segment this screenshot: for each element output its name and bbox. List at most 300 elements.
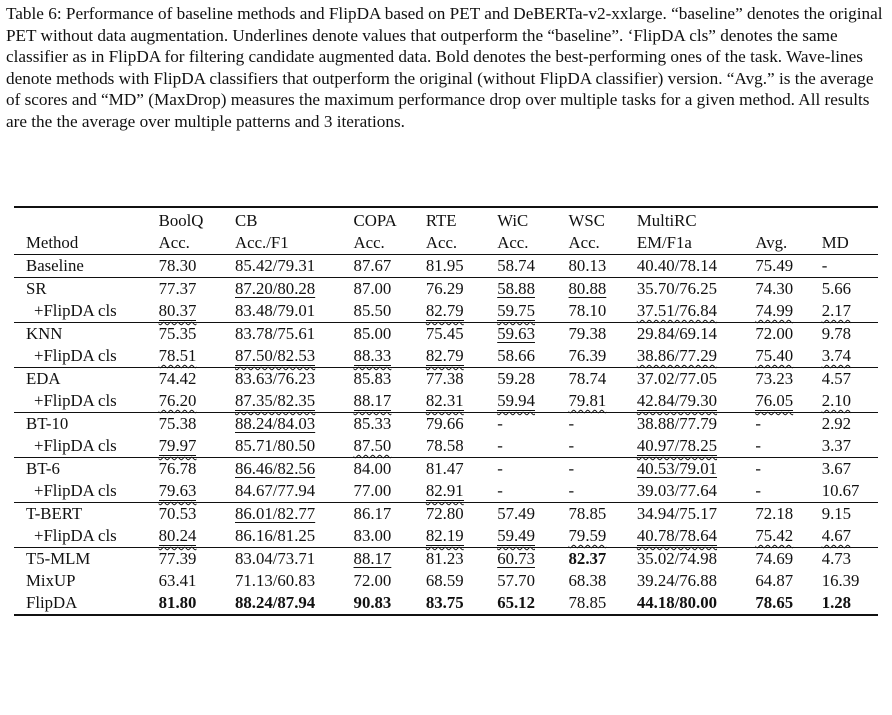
header-row-1: [14, 207, 878, 232]
value-text: 5.66: [821, 279, 852, 298]
value-text: 29.84/69.14: [636, 324, 718, 343]
value-text: -: [568, 436, 575, 455]
value-text: 60.73: [497, 549, 535, 568]
table-row: [14, 503, 878, 526]
value-cell: [235, 368, 354, 391]
value-text: 64.87: [755, 571, 794, 590]
value-cell: [354, 300, 426, 323]
value-cell: [497, 345, 568, 368]
value-text: 44.18/80.00: [636, 593, 718, 612]
method-cell: +FlipDA cls: [34, 526, 117, 545]
value-text: 40.40/78.14: [636, 256, 718, 275]
value-cell: [235, 390, 354, 413]
value-cell: [637, 548, 756, 571]
value-cell: [235, 525, 354, 548]
method-cell: Baseline: [14, 255, 159, 278]
value-cell: [569, 278, 637, 301]
value-cell: [426, 480, 497, 503]
header-cell: Avg.: [755, 233, 788, 252]
value-text: 72.00: [353, 571, 392, 590]
value-text: 72.80: [425, 504, 464, 523]
value-text: 75.38: [158, 414, 197, 433]
header-cell: WiC: [497, 207, 568, 232]
value-text: 82.91: [425, 481, 464, 500]
header-cell: [755, 207, 821, 232]
value-cell: [426, 255, 497, 278]
value-text: 83.75: [425, 593, 464, 612]
value-text: 86.16/81.25: [235, 526, 316, 545]
value-text: 75.35: [158, 324, 197, 343]
value-text: 73.23: [755, 369, 794, 388]
header-cell: MD: [821, 233, 849, 252]
value-text: 38.86/77.29: [636, 346, 718, 365]
value-cell: [235, 435, 354, 458]
value-cell: [354, 345, 426, 368]
value-cell: [159, 413, 235, 436]
value-cell: [426, 435, 497, 458]
value-cell: [637, 458, 756, 481]
value-cell: [755, 570, 821, 592]
value-text: 87.20/80.28: [235, 279, 316, 298]
value-text: 86.01/82.77: [235, 504, 316, 523]
value-text: -: [568, 459, 575, 478]
value-cell: [637, 278, 756, 301]
value-text: 75.40: [755, 346, 794, 365]
value-text: 9.15: [821, 504, 852, 523]
value-cell: [637, 435, 756, 458]
value-cell: [159, 525, 235, 548]
table-caption: Table 6: Performance of baseline methods and FlipDA based on PET and DeBERTa-v2-xxlarge. “baseline” denotes the original PET without data augmentation. Underlines denote values that outperform the “baseline”. ‘FlipDA cls” denotes the same classifier as in FlipDA for filtering candidate augmented data. Bold denotes the best-performing ones of the task. Wave-lines denote methods with FlipDA classifiers that outperform the original (without FlipDA classifier) version. “Avg.” is the average of scores and “MD” (MaxDrop) measures the maximum performance drop over multiple tasks for a given method. All results are the the average over multiple patterns and 3 iterations.: [6, 4, 883, 131]
value-cell: [426, 525, 497, 548]
value-text: 2.10: [821, 391, 852, 410]
value-text: 39.24/76.88: [636, 571, 718, 590]
value-cell: [755, 323, 821, 346]
value-text: 78.85: [568, 504, 607, 523]
value-cell: [755, 278, 821, 301]
header-cell: WSC: [569, 207, 637, 232]
header-row-2: [14, 232, 878, 255]
value-text: 2.17: [821, 301, 852, 320]
value-text: -: [821, 256, 828, 275]
value-text: 85.50: [353, 301, 392, 320]
value-cell: [569, 368, 637, 391]
value-cell: [497, 480, 568, 503]
value-cell: [637, 592, 756, 615]
header-cell: Acc.: [353, 233, 385, 252]
header-cell: Acc.: [568, 233, 600, 252]
value-cell: [354, 503, 426, 526]
value-text: 78.51: [158, 346, 197, 365]
value-text: 59.94: [497, 391, 535, 410]
header-cell: MultiRC: [637, 207, 756, 232]
value-cell: [637, 570, 756, 592]
value-text: 77.00: [353, 481, 392, 500]
value-cell: [637, 413, 756, 436]
value-text: 76.05: [755, 391, 794, 410]
value-text: 85.33: [353, 414, 392, 433]
value-text: 85.71/80.50: [235, 436, 316, 455]
value-text: 83.00: [353, 526, 392, 545]
value-text: 59.63: [497, 324, 535, 343]
value-text: 81.95: [425, 256, 464, 275]
value-cell: [235, 413, 354, 436]
value-cell: [637, 503, 756, 526]
value-cell: [354, 255, 426, 278]
value-cell: [497, 570, 568, 592]
value-cell: [354, 368, 426, 391]
value-cell: [637, 255, 756, 278]
table-row: [14, 458, 878, 481]
value-cell: [497, 368, 568, 391]
value-text: 82.37: [568, 549, 607, 568]
value-text: 87.67: [353, 256, 392, 275]
header-cell: COPA: [354, 207, 426, 232]
value-cell: [159, 345, 235, 368]
value-cell: [159, 300, 235, 323]
table-row: [14, 570, 878, 592]
value-cell: [822, 368, 878, 391]
value-cell: [822, 525, 878, 548]
value-cell: [159, 323, 235, 346]
value-text: 75.49: [755, 256, 794, 275]
value-cell: [822, 458, 878, 481]
method-cell: FlipDA: [14, 592, 159, 615]
value-text: 76.39: [568, 346, 607, 365]
value-cell: [822, 503, 878, 526]
value-text: 70.53: [158, 504, 197, 523]
value-cell: [426, 592, 497, 615]
value-text: -: [497, 459, 503, 478]
value-text: 80.24: [158, 526, 197, 545]
header-cell: BoolQ: [159, 207, 235, 232]
value-cell: [235, 592, 354, 615]
value-text: 81.23: [425, 549, 464, 568]
value-cell: [755, 525, 821, 548]
value-text: 35.02/74.98: [636, 549, 718, 568]
header-cell: EM/F1a: [636, 233, 692, 252]
value-cell: [426, 548, 497, 571]
header-cell: Method: [26, 233, 79, 252]
value-cell: [235, 458, 354, 481]
value-text: 57.49: [497, 504, 535, 523]
value-text: 88.17: [353, 391, 392, 410]
value-cell: [235, 503, 354, 526]
value-cell: [497, 435, 568, 458]
table-row: [14, 592, 878, 615]
value-cell: [354, 390, 426, 413]
value-text: 85.42/79.31: [235, 256, 316, 275]
value-cell: [159, 278, 235, 301]
value-cell: [637, 525, 756, 548]
value-cell: [426, 300, 497, 323]
value-cell: [235, 278, 354, 301]
table-row: [14, 480, 878, 503]
value-text: 78.74: [568, 369, 607, 388]
value-cell: [569, 592, 637, 615]
value-cell: [426, 570, 497, 592]
value-cell: [235, 480, 354, 503]
value-cell: [235, 570, 354, 592]
value-cell: [354, 480, 426, 503]
value-cell: [569, 255, 637, 278]
value-text: 77.39: [158, 549, 197, 568]
value-text: 88.24/84.03: [235, 414, 316, 433]
value-cell: [637, 345, 756, 368]
table-row: [14, 300, 878, 323]
results-table-body: [14, 207, 878, 615]
value-text: 35.70/76.25: [636, 279, 718, 298]
method-cell: +FlipDA cls: [34, 301, 117, 320]
value-text: 80.13: [568, 256, 607, 275]
value-cell: [822, 390, 878, 413]
value-cell: [637, 390, 756, 413]
value-text: 72.00: [755, 324, 794, 343]
value-cell: [822, 435, 878, 458]
method-cell: +FlipDA cls: [34, 391, 117, 410]
value-cell: [569, 570, 637, 592]
value-text: 83.78/75.61: [235, 324, 316, 343]
value-text: 77.38: [425, 369, 464, 388]
header-cell: Acc.: [497, 233, 529, 252]
value-text: 88.17: [353, 549, 392, 568]
value-text: 75.45: [425, 324, 464, 343]
value-text: 74.99: [755, 301, 794, 320]
value-cell: [354, 435, 426, 458]
value-cell: [569, 345, 637, 368]
value-text: 40.53/79.01: [636, 459, 718, 478]
value-text: 77.37: [158, 279, 197, 298]
value-cell: [159, 503, 235, 526]
value-text: 2.92: [821, 414, 852, 433]
value-text: 82.79: [425, 346, 464, 365]
value-text: 40.97/78.25: [636, 436, 718, 455]
value-cell: [159, 368, 235, 391]
table-row: [14, 435, 878, 458]
results-table: [14, 206, 878, 616]
value-text: 16.39: [821, 571, 860, 590]
value-cell: [755, 300, 821, 323]
value-text: -: [497, 436, 503, 455]
value-cell: [159, 390, 235, 413]
value-text: 3.37: [821, 436, 852, 455]
value-cell: [354, 592, 426, 615]
table-row: [14, 525, 878, 548]
value-cell: [755, 413, 821, 436]
value-cell: [235, 323, 354, 346]
header-cell: RTE: [426, 207, 497, 232]
value-cell: [569, 548, 637, 571]
value-text: 85.83: [353, 369, 392, 388]
value-cell: [755, 548, 821, 571]
value-text: 78.58: [425, 436, 464, 455]
method-cell: MixUP: [26, 571, 76, 590]
value-cell: [426, 390, 497, 413]
value-cell: [755, 435, 821, 458]
value-text: 71.13/60.83: [235, 571, 316, 590]
value-text: 74.69: [755, 549, 794, 568]
value-text: 84.00: [353, 459, 392, 478]
value-text: 65.12: [497, 593, 535, 612]
header-cell: CB: [235, 207, 354, 232]
value-text: 87.35/82.35: [235, 391, 316, 410]
value-cell: [822, 413, 878, 436]
value-text: 68.38: [568, 571, 607, 590]
value-text: 37.51/76.84: [636, 301, 718, 320]
header-cell: Acc.: [158, 233, 190, 252]
value-cell: [497, 413, 568, 436]
value-cell: [755, 255, 821, 278]
value-cell: [822, 480, 878, 503]
value-cell: [755, 368, 821, 391]
table-row: [14, 390, 878, 413]
value-text: -: [755, 436, 761, 455]
value-text: 86.17: [353, 504, 392, 523]
method-cell: EDA: [14, 368, 159, 391]
value-cell: [426, 503, 497, 526]
value-cell: [569, 503, 637, 526]
value-text: 38.88/77.79: [636, 414, 718, 433]
value-cell: [497, 525, 568, 548]
value-text: 4.67: [821, 526, 852, 545]
value-text: 79.38: [568, 324, 607, 343]
table-row: [14, 548, 878, 571]
value-cell: [497, 592, 568, 615]
value-cell: [755, 480, 821, 503]
value-text: 58.88: [497, 279, 535, 298]
value-text: 87.50: [353, 436, 392, 455]
value-text: 58.66: [497, 346, 535, 365]
value-cell: [426, 345, 497, 368]
value-cell: [159, 435, 235, 458]
value-text: -: [755, 459, 761, 478]
value-text: 82.31: [425, 391, 464, 410]
value-text: 3.74: [821, 346, 852, 365]
value-cell: [569, 300, 637, 323]
value-cell: [354, 323, 426, 346]
method-cell: BT-6: [14, 458, 159, 481]
value-text: 78.10: [568, 301, 607, 320]
value-text: 81.80: [158, 593, 197, 612]
value-text: 74.42: [158, 369, 197, 388]
value-text: 79.81: [568, 391, 607, 410]
value-cell: [637, 323, 756, 346]
value-cell: [354, 525, 426, 548]
value-text: 39.03/77.64: [636, 481, 718, 500]
value-text: 63.41: [158, 571, 197, 590]
value-text: 82.19: [425, 526, 464, 545]
value-cell: [569, 435, 637, 458]
value-cell: [822, 548, 878, 571]
value-text: 75.42: [755, 526, 794, 545]
value-cell: [569, 390, 637, 413]
value-cell: [235, 255, 354, 278]
value-text: -: [497, 481, 503, 500]
table-row: [14, 368, 878, 391]
value-text: 83.04/73.71: [235, 549, 316, 568]
value-text: 59.49: [497, 526, 535, 545]
value-text: 59.75: [497, 301, 535, 320]
value-cell: [354, 548, 426, 571]
value-text: 1.28: [821, 593, 852, 612]
value-cell: [569, 458, 637, 481]
value-cell: [354, 413, 426, 436]
value-text: 74.30: [755, 279, 794, 298]
method-cell: T-BERT: [14, 503, 159, 526]
value-cell: [497, 278, 568, 301]
value-text: 84.67/77.94: [235, 481, 316, 500]
value-text: 4.73: [821, 549, 852, 568]
value-text: 78.65: [755, 593, 794, 612]
value-text: 83.63/76.23: [235, 369, 316, 388]
value-text: 76.78: [158, 459, 197, 478]
value-cell: [569, 480, 637, 503]
method-cell: +FlipDA cls: [34, 436, 117, 455]
value-text: 85.00: [353, 324, 392, 343]
value-cell: [755, 503, 821, 526]
value-cell: [497, 323, 568, 346]
value-text: 4.57: [821, 369, 852, 388]
value-cell: [822, 323, 878, 346]
value-cell: [569, 413, 637, 436]
value-cell: [159, 548, 235, 571]
value-cell: [755, 390, 821, 413]
value-cell: [569, 323, 637, 346]
value-cell: [497, 548, 568, 571]
value-text: -: [568, 481, 575, 500]
value-text: 57.70: [497, 571, 535, 590]
value-cell: [426, 323, 497, 346]
value-text: 79.97: [158, 436, 197, 455]
header-cell: Acc./F1: [235, 233, 289, 252]
value-text: 58.74: [497, 256, 535, 275]
value-text: 9.78: [821, 324, 852, 343]
value-cell: [637, 480, 756, 503]
value-cell: [426, 458, 497, 481]
method-cell: +FlipDA cls: [34, 346, 117, 365]
value-text: 76.20: [158, 391, 197, 410]
value-cell: [159, 255, 235, 278]
value-cell: [637, 300, 756, 323]
value-text: 86.46/82.56: [235, 459, 316, 478]
header-cell: [14, 207, 159, 232]
value-text: 79.66: [425, 414, 464, 433]
value-text: -: [755, 414, 761, 433]
table-row: [14, 413, 878, 436]
value-cell: [159, 592, 235, 615]
value-cell: [755, 592, 821, 615]
method-cell: +FlipDA cls: [34, 481, 117, 500]
value-cell: [822, 278, 878, 301]
table-row: [14, 323, 878, 346]
value-text: 82.79: [425, 301, 464, 320]
value-text: 68.59: [425, 571, 464, 590]
value-text: 81.47: [425, 459, 464, 478]
value-cell: [497, 255, 568, 278]
header-cell: [822, 207, 878, 232]
value-text: 34.94/75.17: [636, 504, 718, 523]
value-text: 10.67: [821, 481, 860, 500]
header-cell: Acc.: [425, 233, 458, 252]
value-cell: [354, 570, 426, 592]
value-cell: [159, 480, 235, 503]
method-cell: T5-MLM: [14, 548, 159, 571]
value-cell: [235, 548, 354, 571]
value-text: 78.30: [158, 256, 197, 275]
value-cell: [755, 458, 821, 481]
table-row: [14, 345, 878, 368]
value-text: 83.48/79.01: [235, 301, 316, 320]
value-cell: [822, 570, 878, 592]
